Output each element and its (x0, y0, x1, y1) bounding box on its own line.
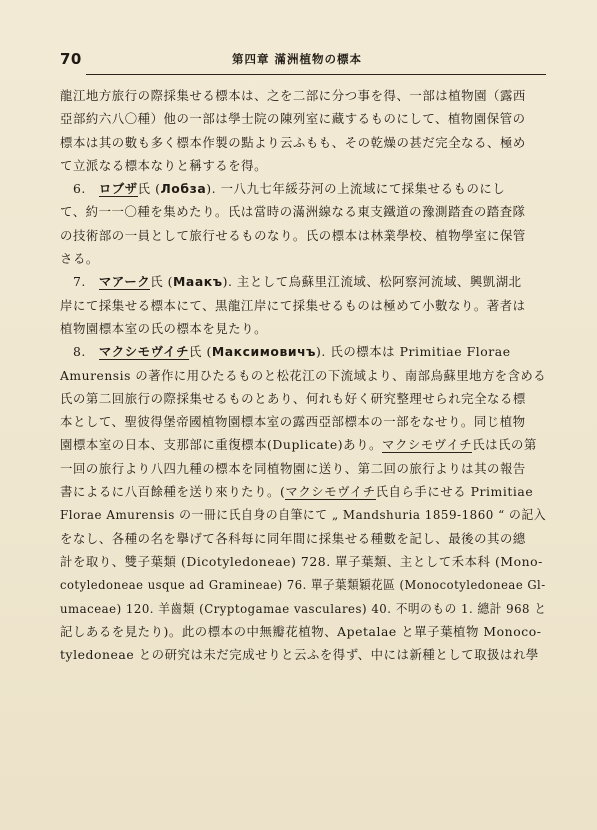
text-run: をなし、各種の名を擧げて各科每に同年間に採集せる種數を記し、最後の其の總 (60, 530, 526, 546)
text-line (60, 527, 546, 550)
text-line (60, 643, 546, 666)
text-run: 氏は氏の第 (472, 437, 537, 453)
text-run: 氏 ( (137, 181, 161, 197)
text-run: 8. (60, 344, 99, 360)
text-line (60, 387, 546, 410)
text-run: Amurensis の著作に用ひたるものと松花江の下流域より、南部烏蘇里地方を含める (60, 367, 547, 383)
text-run: 氏 ( (150, 274, 174, 290)
text-run: Максимовичъ (211, 344, 317, 360)
text-run: 植物園標本室の氏の標本を見たり。 (60, 320, 268, 336)
text-run: 本として、聖彼得堡帝國植物園標本室の露西亞部標本の一部をなせり。同じ植物 (60, 414, 526, 430)
text-run: て立派なる標本なりと稱するを得。 (60, 157, 268, 173)
text-line (60, 364, 547, 387)
text-line (60, 131, 546, 154)
text-line (60, 294, 546, 317)
text-line (60, 550, 546, 573)
text-run: ). 一八九七年綏芬河の上流域にて採集せるものにし (206, 181, 506, 197)
text-run: 園標本室の日本、支那部に重復標本(Duplicate)あり。 (60, 437, 382, 453)
text-run: tyledoneae との研究は未だ完成せりと云ふを得ず、中には新種として取扱はれ學 (60, 647, 539, 663)
header-rule (86, 74, 546, 75)
text-line (60, 224, 546, 247)
text-line (60, 270, 546, 293)
text-run: Маакъ (173, 274, 223, 290)
text-run: 記しあるを見たり)。此の標本の中無瓣花植物、Apetalae と單子葉植物 Monoco- (60, 623, 542, 639)
text-line (60, 620, 546, 643)
text-line (60, 503, 547, 526)
text-line (60, 200, 546, 223)
text-run: cotyledoneae usque ad Gramineae) 76. 單子葉類穎花區 (Monocotyledoneae Gl- (60, 577, 546, 593)
text-run: て、約一一〇種を集めたり。氏は當時の滿洲線なる東支鐵道の豫測踏査の踏査隊 (60, 204, 526, 220)
text-run: 氏自ら手にせる Primitiae (375, 484, 534, 500)
text-run: 龍江地方旅行の際採集せる標本は、之を二部に分つ事を得、一部は植物園（露西 (60, 88, 526, 103)
text-run: umaceae) 120. 羊齒類 (Cryptogamae vasculares) 40. 不明のもの 1. 總計 968 と (60, 600, 547, 616)
body-text (60, 84, 546, 666)
running-title: 第四章 滿洲植物の標本 (232, 52, 363, 66)
underlined-name: マクシモヴイチ (382, 437, 473, 453)
text-run: 6. (60, 181, 99, 197)
text-run: 亞部約六八〇種）他の一部は學士院の陳列室に藏するものにして、植物園保管の (60, 111, 526, 127)
text-line (60, 433, 546, 456)
text-run: 7. (60, 274, 99, 290)
text-run: 氏 ( (189, 344, 212, 360)
text-line (60, 573, 546, 596)
underlined-name: マクシモヴイチ (98, 344, 190, 360)
text-run: 一回の旅行より八四九種の標本を同植物園に送り、第二回の旅行よりは其の報告 (60, 460, 526, 476)
text-run: Лобза (160, 181, 207, 197)
text-run: ). 主として烏蘇里江流域、松阿察河流域、興凱湖北 (222, 274, 522, 290)
text-line (60, 107, 546, 130)
text-line (60, 457, 546, 480)
text-run: 書によるに八百餘種を送り來りたり。( (60, 484, 286, 500)
underlined-name: ロブザ (98, 181, 138, 197)
text-run: Florae Amurensis の一冊に氏自身の自筆にて „ Mandshuria 1859-1860 “ の記入 (60, 507, 547, 523)
text-run: 氏の第二回旅行の際採集せるものとあり、何れも好く研究整理せられ完全なる標 (60, 390, 526, 406)
text-line (60, 84, 546, 107)
text-line (60, 480, 546, 503)
text-line (60, 177, 546, 200)
text-line (60, 340, 546, 363)
page-number: 70 (60, 50, 82, 68)
text-run: ). 氏の標本は Primitiae Florae (316, 344, 511, 360)
text-run: さる。 (60, 251, 99, 267)
text-line (60, 317, 546, 340)
text-run: の技術部の一員として旅行せるものなり。氏の標本は林業學校、植物學室に保管 (60, 227, 526, 243)
text-run: 標本は其の數も多く標本作製の點より云ふもも、その乾燥の甚だ完全なる、極め (60, 134, 526, 150)
text-run: 計を取り、雙子葉類 (Dicotyledoneae) 728. 單子葉類、主として禾本科 (Mono- (60, 553, 543, 569)
underlined-name: マアーク (98, 274, 151, 290)
text-line (60, 154, 546, 177)
text-line (60, 247, 546, 270)
text-run: 岸にて採集せる標本にて、黒龍江岸にて採集せるものは極めて小數なり。著者は (60, 297, 526, 313)
text-line (60, 410, 546, 433)
text-line (60, 597, 547, 620)
underlined-name: マクシモヴイチ (285, 484, 376, 500)
